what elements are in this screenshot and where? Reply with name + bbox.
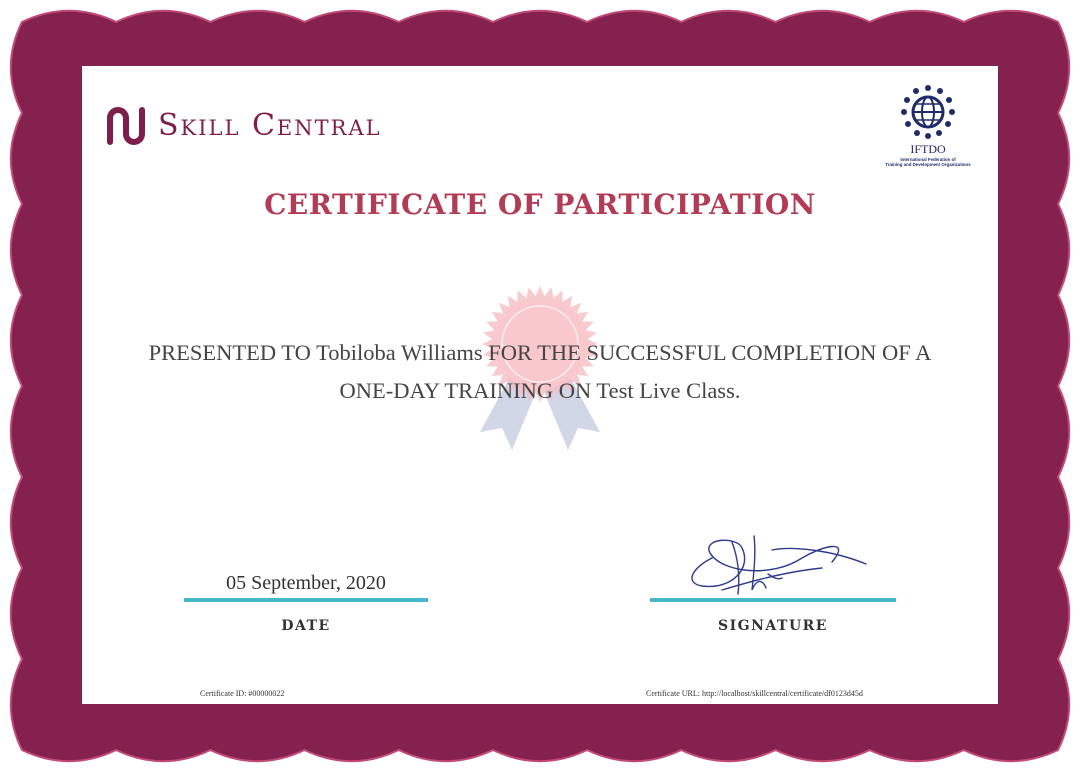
skill-central-logo-icon <box>104 104 146 148</box>
brand-name: Skill Central <box>158 108 382 143</box>
handwritten-signature <box>682 528 882 604</box>
partner-subtitle-1: International Federation of <box>900 157 956 162</box>
certificate-id: Certificate ID: #00000022 <box>200 689 285 698</box>
date-value: 05 September, 2020 <box>226 572 386 594</box>
brand-logo <box>104 104 382 148</box>
certificate-title: CERTIFICATE OF PARTICIPATION <box>264 188 816 221</box>
date-line <box>184 598 428 602</box>
globe-people-ring-icon <box>897 82 959 140</box>
signature-label: SIGNATURE <box>718 618 828 634</box>
signature-line <box>650 598 896 602</box>
partner-name: IFTDO <box>910 142 946 156</box>
body-line-1: PRESENTED TO Tobiloba Williams FOR THE SUCCESSFUL COMPLETION OF A <box>148 340 932 365</box>
partner-logo <box>876 82 980 167</box>
partner-subtitle-2: Training and Development Organizations <box>885 162 971 167</box>
certificate-body <box>90 334 990 410</box>
date-label: DATE <box>281 618 331 634</box>
body-line-2: ONE-DAY TRAINING ON Test Live Class. <box>339 378 741 403</box>
certificate-url: Certificate URL: http://localhost/skillcentral/certificate/df0123d45d <box>646 689 863 698</box>
